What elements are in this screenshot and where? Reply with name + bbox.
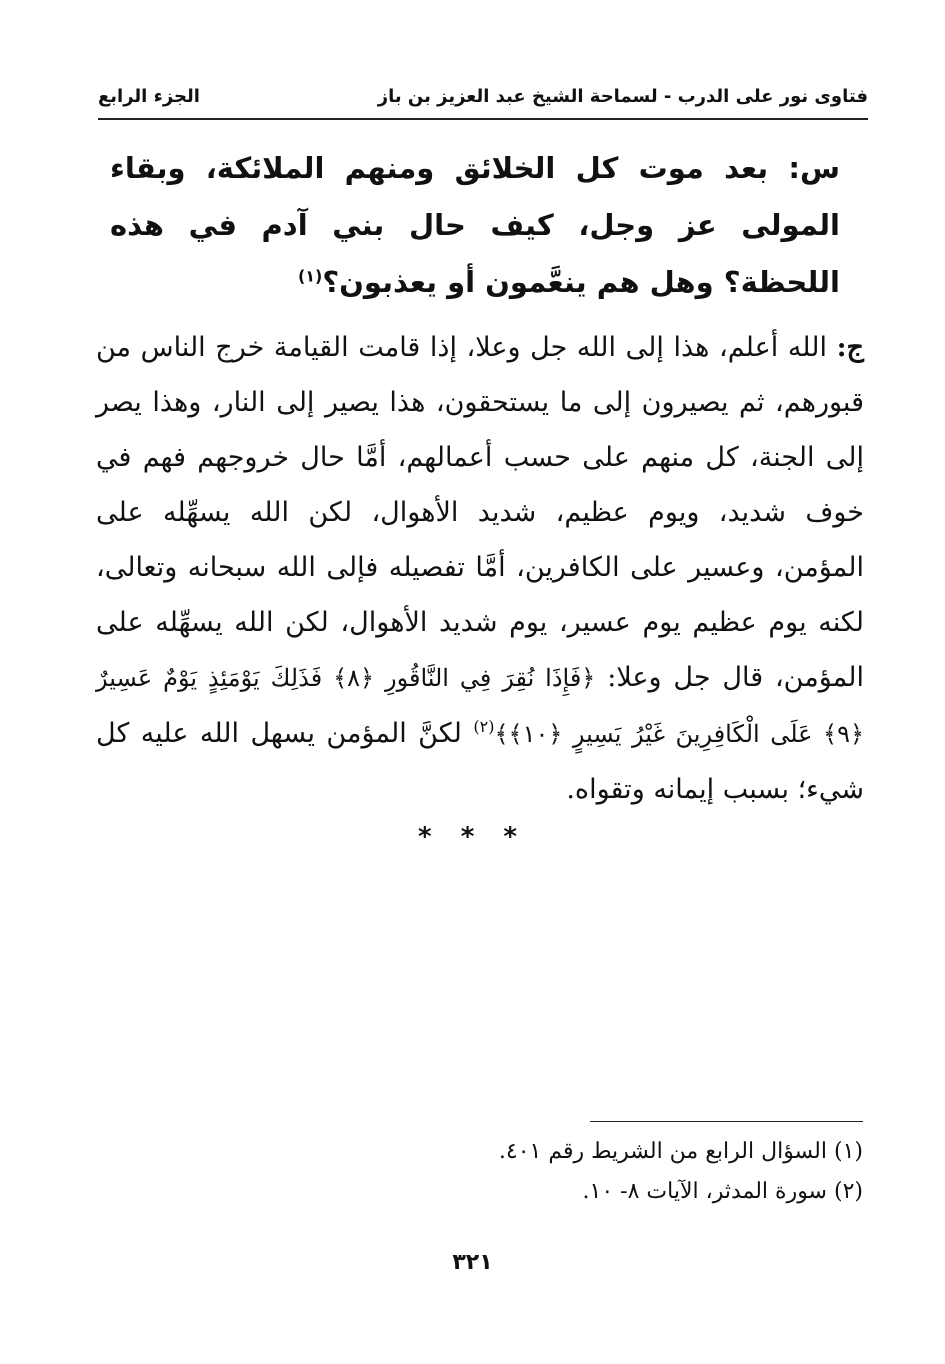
question-paragraph	[110, 140, 840, 311]
answer-paragraph	[96, 320, 864, 817]
footnote-1: (١) السؤال الرابع من الشريط رقم ٤٠١.	[498, 1139, 863, 1164]
section-separator: * * *	[418, 822, 527, 852]
quran-verse: ﴿فَإِذَا نُقِرَ فِي النَّاقُورِ ﴿٨﴾ فَذَلِكَ يَوْمَئِذٍ يَوْمٌ عَسِيرٌ ﴿٩﴾ عَلَى الْكَافِرِينَ غَيْرُ يَسِيرٍ ﴿١٠﴾﴾	[96, 664, 865, 748]
footnote-divider	[590, 1121, 863, 1122]
answer-closing: لكنَّ المؤمن يسهل الله عليه كل شيء؛ بسبب إيمانه وتقواه.	[96, 718, 864, 805]
volume-label: الجزء الرابع	[98, 85, 200, 107]
page-number: ٣٢١	[452, 1250, 493, 1275]
question-text: بعد موت كل الخلائق ومنهم الملائكة، وبقاء المولى عز وجل، كيف حال بني آدم في هذه اللحظة؟ وهل هم ينعَّمون أو يعذبون؟	[110, 151, 840, 299]
answer-text: الله أعلم، هذا إلى الله جل وعلا، إذا قامت القيامة خرج الناس من قبورهم، ثم يصيرون إلى ما يستحقون، هذا يصير إلى النار، وهذا يصر إلى الجنة، كل منهم على حسب أعمالهم، أمَّا حال خروجهم فهم في خوف شديد، ويوم عظيم، شديد الأهوال، لكن الله يسهِّله على المؤمن، وعسير على الكافرين، أمَّا تفصيله فإلى الله سبحانه وتعالى، لكنه يوم عظيم يوم عسير، يوم شديد الأهوال، لكن الله يسهِّله على المؤمن، قال جل وعلا:	[96, 332, 864, 693]
footnote-2: (٢) سورة المدثر، الآيات ٨- ١٠.	[582, 1179, 863, 1204]
question-label: س:	[788, 151, 840, 185]
answer-label: ج:	[836, 332, 864, 363]
running-header	[98, 78, 868, 120]
book-title: فتاوى نور على الدرب - لسماحة الشيخ عبد العزيز بن باز	[377, 85, 868, 107]
footnote-ref-1: (١)	[297, 266, 323, 286]
footnotes	[300, 1132, 863, 1212]
footnote-ref-2: (٢)	[473, 717, 495, 736]
